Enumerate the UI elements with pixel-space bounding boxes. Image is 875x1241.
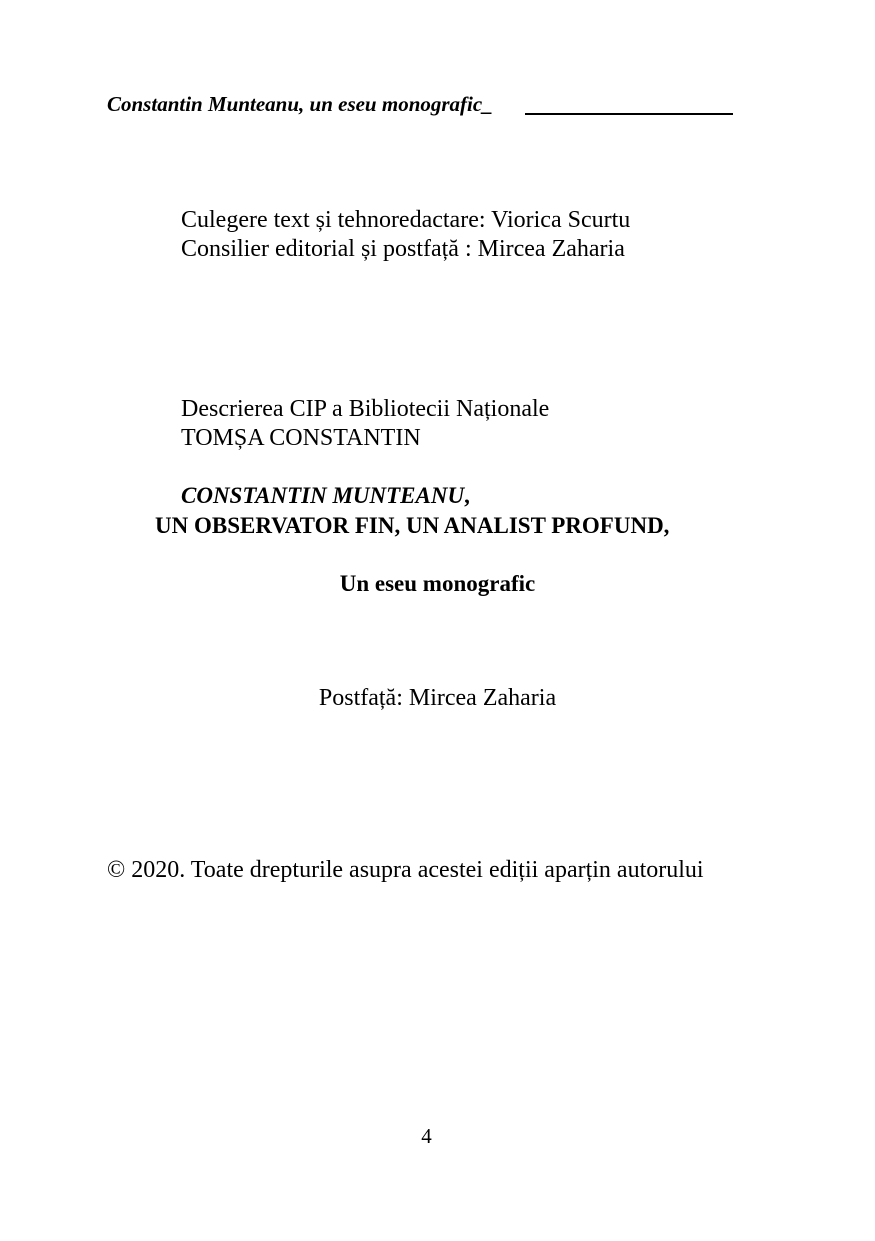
page-number: 4 (421, 1124, 432, 1148)
cip-author: TOMȘA CONSTANTIN (181, 425, 421, 451)
header-rule (525, 113, 733, 115)
book-title-line-2: UN OBSERVATOR FIN, UN ANALIST PROFUND, (155, 513, 670, 538)
book-title-line-1 (181, 484, 470, 507)
book-title-comma: , (464, 483, 470, 508)
cip-description: Descrierea CIP a Bibliotecii Naționale (181, 396, 550, 422)
copyright-notice: © 2020. Toate drepturile asupra acestei ediții aparțin autorului (107, 857, 704, 883)
credit-typesetting: Culegere text și tehnoredactare: Viorica Scurtu (181, 207, 631, 233)
running-header: Constantin Munteanu, un eseu monografic_ (107, 92, 493, 116)
postfata-credit: Postfață: Mircea Zaharia (318, 685, 557, 711)
credit-editorial: Consilier editorial și postfață : Mircea Zaharia (181, 236, 625, 262)
book-title-italic: CONSTANTIN MUNTEANU (181, 483, 465, 508)
book-subtitle: Un eseu monografic (339, 571, 536, 596)
